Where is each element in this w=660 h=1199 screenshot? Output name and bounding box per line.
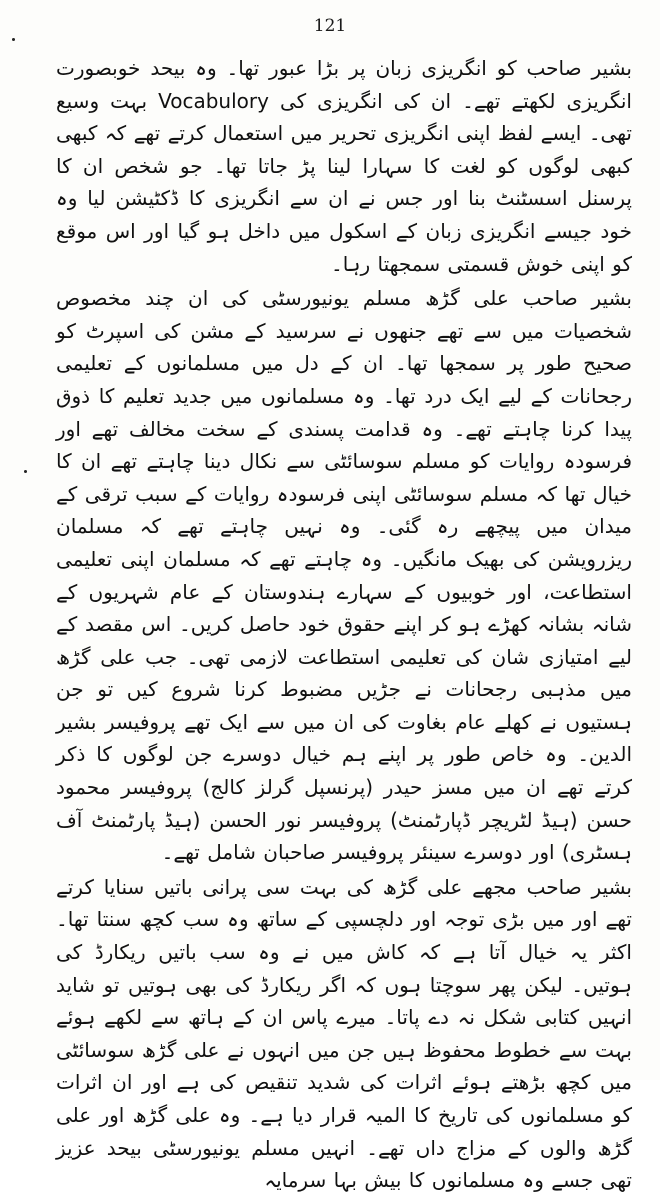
page-body <box>56 52 632 1199</box>
page-number: 121 <box>313 16 347 36</box>
paragraph-vocabulary: بشیر صاحب کو انگریزی زبان پر بڑا عبور تھا۔ وہ بیحد خوبصورت انگریزی لکھتے تھے۔ ان کی انگریزی کی Vocabulory بہت وسیع تھی۔ ایسے لفظ اپنی انگریزی تحریر میں استعمال کرتے تھے کہ کبھی کبھی لوگوں کو لغت کا سہارا لینا پڑ جاتا تھا۔ جو شخص ان کا پرسنل اسسٹنٹ بنا اور جس نے ان سے انگریزی کا ڈکٹیشن لیا وہ خود جیسے انگریزی زبان کے اسکول میں داخل ہو گیا اور اس موقع کو اپنی خوش قسمتی سمجھتا رہا۔ <box>56 56 632 276</box>
margin-mark <box>24 470 27 473</box>
paragraph-sir-syed-mission: بشیر صاحب علی گڑھ مسلم یونیورسٹی کی ان چند مخصوص شخصیات میں سے تھے جنھوں نے سرسید کے مشن کی اسپرٹ کو صحیح طور پر سمجھا تھا۔ ان کے دل میں مسلمانوں کے تعلیمی رجحانات کے لیے ایک درد تھا۔ وہ مسلمانوں میں جدید تعلیم کا ذوق پیدا کرنا چاہتے تھے۔ وہ قدامت پسندی کے سخت مخالف تھے اور فرسودہ روایات کو مسلم سوسائٹی سے نکال دینا چاہتے تھے ان کا خیال تھا کہ مسلم سوسائٹی اپنی فرسودہ روایات کے سبب ترقی کے میدان میں پیچھے رہ گئی۔ وہ نہیں چاہتے تھے کہ مسلمان ریزرویشن کی بھیک مانگیں۔ وہ چاہتے تھے کہ مسلمان اپنی تعلیمی استطاعت، اور خوبیوں کے سہارے ہندوستان کے عام شہریوں کے شانہ بشانہ کھڑے ہو کر اپنے حقوق خود حاصل کریں۔ اس مقصد کے لیے امتیازی شان کی تعلیمی استطاعت لازمی تھی۔ جب علی گڑھ میں مذہبی رجحانات نے جڑیں مضبوط کرنا شروع کیں تو جن ہستیوں نے کھلے عام بغاوت کی ان میں سے ایک تھے پروفیسر بشیر الدین۔ وہ خاص طور پر اپنے ہم خیال دوسرے جن لوگوں کا ذکر کرتے تھے ان میں مسز حیدر (پرنسپل گرلز کالج) پروفیسر محمود حسن (ہیڈ لٹریچر ڈپارٹمنٹ) پروفیسر نور الحسن (ہیڈ پارٹمنٹ آف ہسٹری) اور دوسرے سینئر پروفیسر صاحبان شامل تھے۔ <box>56 286 632 865</box>
margin-mark <box>12 38 15 41</box>
paragraph-aligarh-memories: بشیر صاحب مجھے علی گڑھ کی بہت سی پرانی باتیں سنایا کرتے تھے اور میں بڑی توجہ اور دلچسپی کے ساتھ وہ سب کچھ سنتا تھا۔ اکثر یہ خیال آتا ہے کہ کاش میں نے وہ سب باتیں ریکارڈ کی ہوتیں۔ لیکن پھر سوچتا ہوں کہ اگر ریکارڈ کی بھی ہوتیں تو شاید انہیں کتابی شکل نہ دے پاتا۔ میرے پاس ان کے ہاتھ سے لکھے ہوئے بہت سے خطوط محفوظ ہیں جن میں انہوں نے علی گڑھ سوسائٹی میں کچھ بڑھتے ہوئے اثرات کی شدید تنقیص کی ہے اور ان اثرات کو مسلمانوں کی تاریخ کا المیہ قرار دیا ہے۔ وہ علی گڑھ اور علی گڑھ والوں کے مزاج داں تھے۔ انہیں مسلم یونیورسٹی بیحد عزیز تھی جسے وہ مسلمانوں کا بیش بہا سرمایہ <box>56 874 632 1193</box>
